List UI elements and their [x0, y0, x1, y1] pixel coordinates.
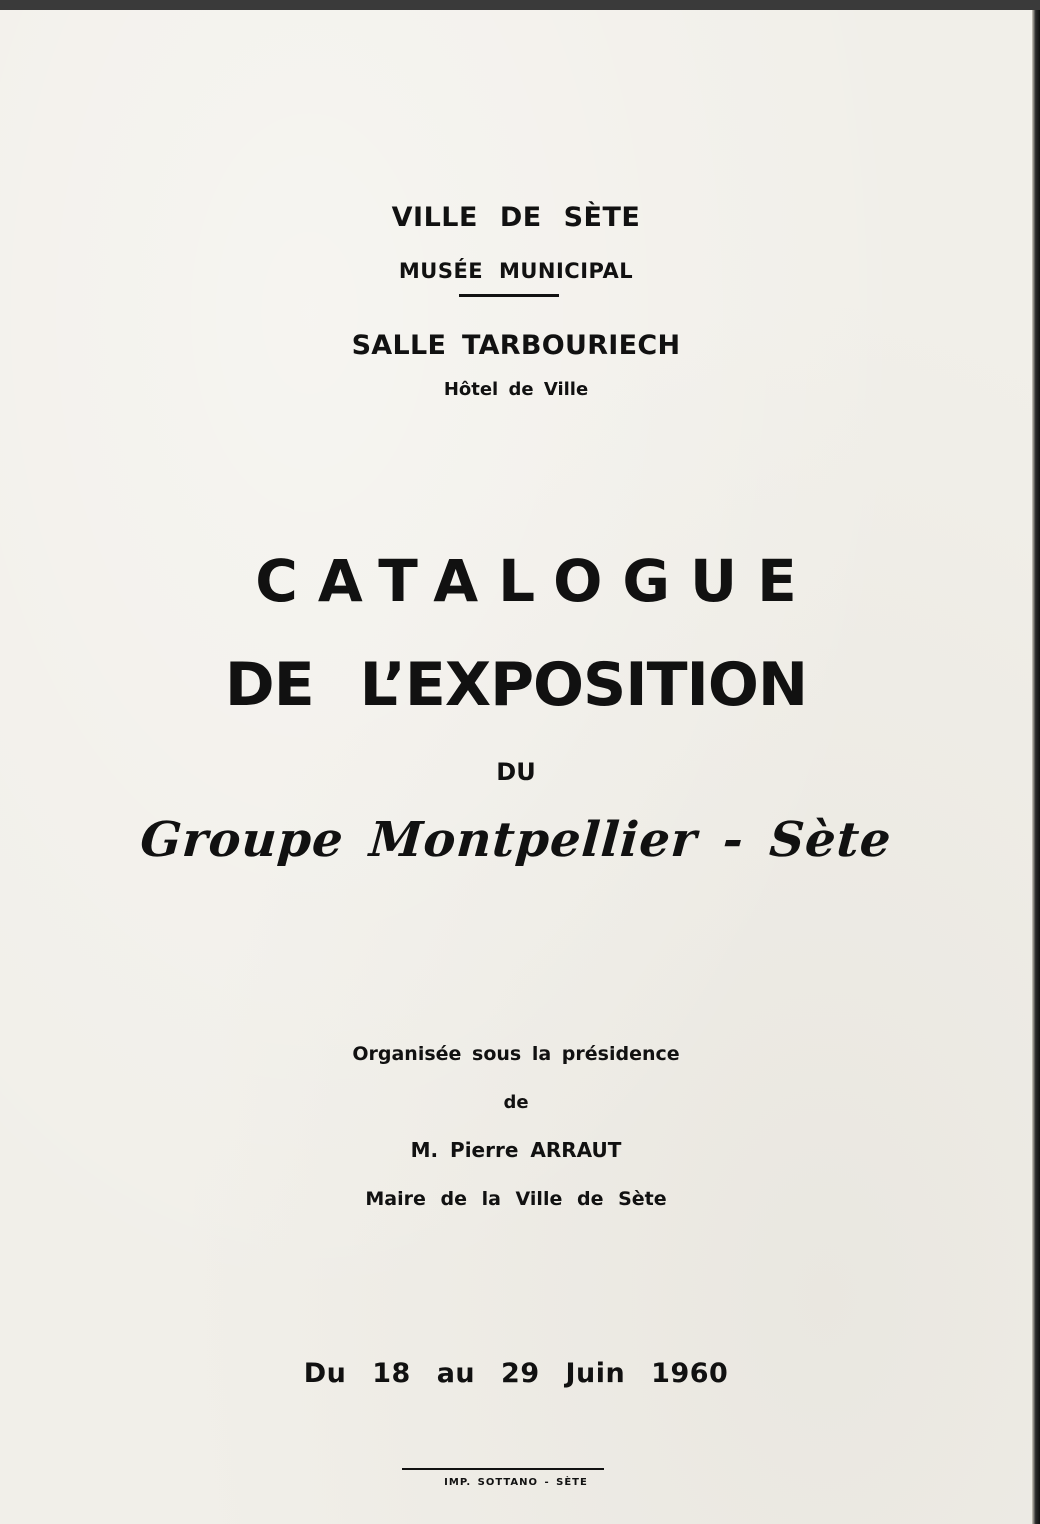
- patronage-line: Organisée sous la présidence: [352, 1043, 680, 1065]
- mayor-title: Maire de la Ville de Sète: [365, 1188, 667, 1210]
- catalogue-cover-page: [0, 10, 1032, 1524]
- mayor-name: M. Pierre ARRAUT: [410, 1138, 622, 1162]
- title-connector: DU: [496, 758, 536, 786]
- museum-heading: MUSÉE MUNICIPAL: [398, 259, 634, 283]
- window-top-bar: [0, 0, 1040, 10]
- hall-heading: SALLE TARBOURIECH: [351, 330, 681, 361]
- footer-rule: [402, 1468, 604, 1470]
- page-edge-shadow: [1032, 10, 1040, 1524]
- exhibition-dates: Du 18 au 29 Juin 1960: [303, 1358, 729, 1389]
- patronage-de: de: [503, 1092, 529, 1113]
- city-heading: VILLE DE SÈTE: [391, 202, 641, 233]
- group-name-script: Groupe Montpellier - Sète: [138, 812, 894, 868]
- building-subheading: Hôtel de Ville: [443, 379, 589, 400]
- printer-credit: IMP. SOTTANO - SÈTE: [444, 1477, 588, 1488]
- divider-rule: [459, 294, 559, 297]
- catalogue-title: CATALOGUE: [255, 547, 817, 615]
- exposition-title: DE L’EXPOSITION: [224, 650, 808, 720]
